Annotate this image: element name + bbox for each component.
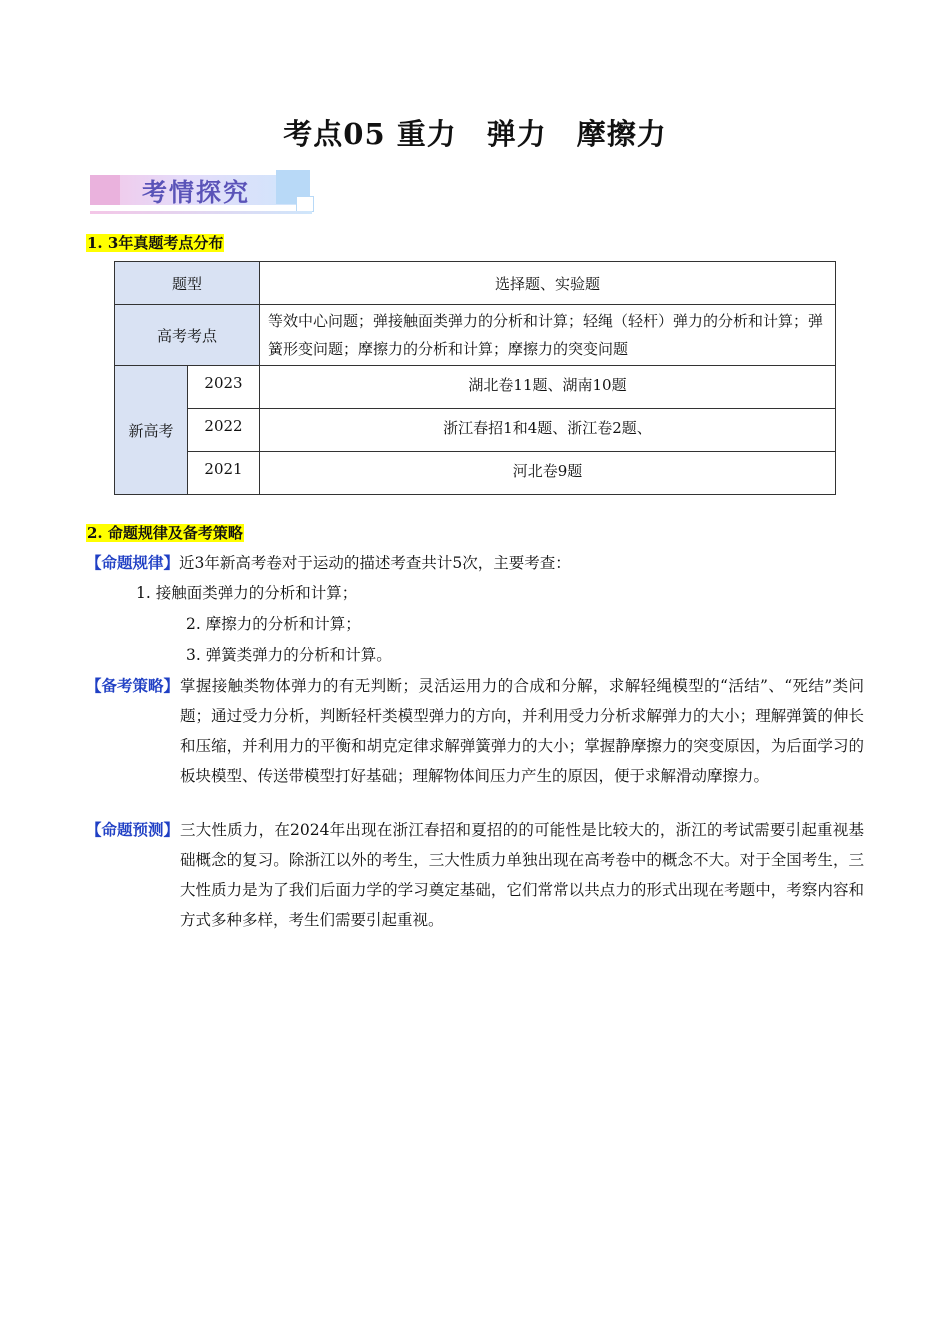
table-row [115,366,836,409]
rule-item: 3. 弹簧类弹力的分析和计算。 [186,646,392,664]
table-row [115,452,836,495]
forecast-text: 三大性质力，在2024年出现在浙江春招和夏招的的可能性是比较大的，浙江的考试需要引起重视基础概念的复习。除浙江以外的考生，三大性质力单独出现在高考卷中的概念不大。对于全国考生，三大性质力是为了我们后面力学的学习奠定基础，它们常常以共点力的形式出现在考题中，考察内容和方式多种多样，考生们需要引起重视。 [180,821,864,929]
cell-detail: 河北卷9题 [260,452,836,495]
table-row-points [115,305,836,366]
cell-type-value: 选择题、实验题 [260,262,836,305]
rule-item: 2. 摩擦力的分析和计算； [186,615,361,633]
rule-tag: 【命题规律】 [86,553,180,572]
page-title: 考点05 重力 弹力 摩擦力 [283,117,667,151]
cell-points-value: 等效中心问题；弹接触面类弹力的分析和计算；轻绳（轻杆）弹力的分析和计算；弹簧形变问题；摩擦力的分析和计算；摩擦力的突变问题 [260,305,836,366]
forecast-tag [86,815,180,845]
cell-year: 2021 [188,452,260,495]
cell-year: 2023 [188,366,260,409]
cell-type-label: 题型 [115,262,260,305]
strategy-tag-text: 【备考策略】 [86,676,180,695]
cell-year: 2022 [188,409,260,452]
cell-detail: 浙江春招1和4题、浙江卷2题、 [260,409,836,452]
cell-group-label: 新高考 [115,366,188,495]
strategy-text: 掌握接触类物体弹力的有无判断；灵活运用力的合成和分解，求解轻绳模型的“活结”、“死结”类问题；通过受力分析，判断轻杆类模型弹力的方向，并利用受力分析求解弹力的大小；理解弹簧的伸长和压缩，并利用力的平衡和胡克定律求解弹簧弹力的大小；掌握静摩擦力的突变原因，为后面学习的板块模型、传送带模型打好基础；理解物体间压力产生的原因，便于求解滑动摩擦力。 [180,677,864,785]
banner-underline [90,211,312,214]
section1-heading [86,232,224,253]
strategy-tag [86,671,180,701]
banner-square-left [90,175,120,205]
table-row [115,409,836,452]
forecast-tag-text: 【命题预测】 [86,820,180,839]
rule-paragraph [86,548,866,578]
section2-heading [86,522,244,543]
exam-distribution-table [114,261,836,495]
rule-item: 1. 接触面类弹力的分析和计算； [136,584,358,602]
rule-text: 近3年新高考卷对于运动的描述考查共计5次，主要考查： [179,554,571,572]
section2-heading-text: 2. 命题规律及备考策略 [87,524,243,542]
section-banner [90,170,312,216]
banner-square-outline [296,196,314,212]
cell-detail: 湖北卷11题、湖南10题 [260,366,836,409]
cell-points-label: 高考考点 [115,305,260,366]
section1-heading-text: 1. 3年真题考点分布 [87,234,224,252]
banner-text: 考情探究 [142,178,251,207]
table-row-type [115,262,836,305]
